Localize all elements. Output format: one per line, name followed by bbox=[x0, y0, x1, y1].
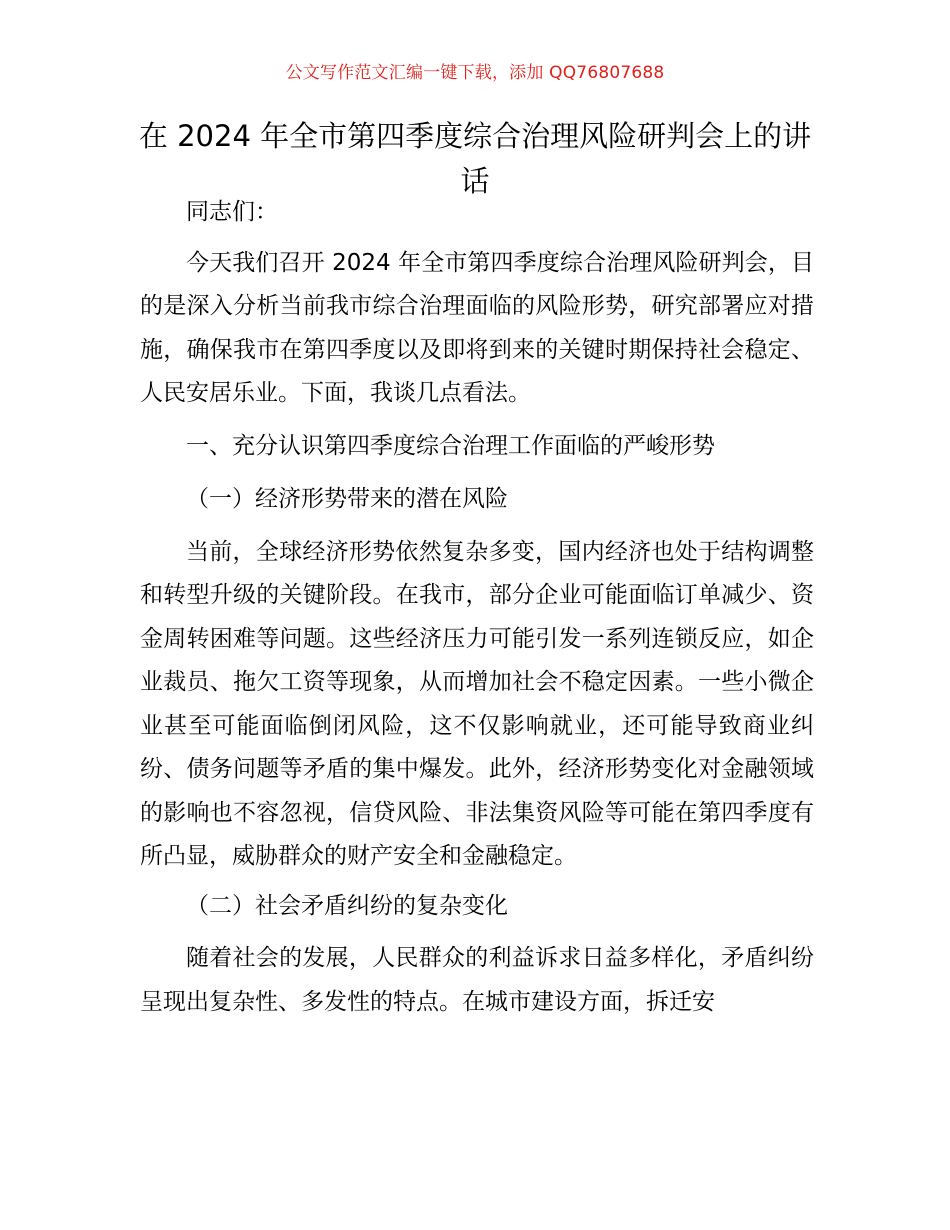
section-one-heading: 一、充分认识第四季度综合治理工作面临的严峻形势 bbox=[186, 432, 715, 459]
document-title: 在 2024 年全市第四季度综合治理风险研判会上的讲话 bbox=[138, 119, 812, 198]
greeting: 同志们： bbox=[186, 199, 278, 225]
download-promo-header: 公文写作范文汇编一键下载，添加 QQ76807688 bbox=[285, 63, 665, 83]
subsection-one-paragraph: 当前，全球经济形势依然复杂多变，国内经济也处于结构调整和转型升级的关键阶段。在我市，部分企业可能面临订单减少、资金周转困难等问题。这些经济压力可能引发一系列连锁反应，如企业裁员、拖欠工资等现象，从而增加社会不稳定因素。一些小微企业甚至可能面临倒闭风险，这不仅影响就业，还可能导致商业纠纷、债务问题等矛盾的集中爆发。此外，经济形势变化对金融领域的影响也不容忽视，信贷风险、非法集资风险等可能在第四季度有所凸显，威胁群众的财产安全和金融稳定。 bbox=[140, 538, 814, 869]
document-body bbox=[140, 191, 814, 1024]
subsection-two-paragraph: 随着社会的发展，人民群众的利益诉求日益多样化，矛盾纠纷呈现出复杂性、多发性的特点。在城市建设方面，拆迁安 bbox=[140, 945, 814, 1015]
subsection-two-heading: （二）社会矛盾纠纷的复杂变化 bbox=[186, 892, 508, 919]
subsection-one-heading: （一）经济形势带来的潜在风险 bbox=[186, 486, 508, 512]
intro-paragraph: 今天我们召开 2024 年全市第四季度综合治理风险研判会，目的是深入分析当前我市综合治理面临的风险形势，研究部署应对措施，确保我市在第四季度以及即将到来的关键时期保持社会稳定、人民安居乐业。下面，我谈几点看法。 bbox=[140, 249, 814, 406]
